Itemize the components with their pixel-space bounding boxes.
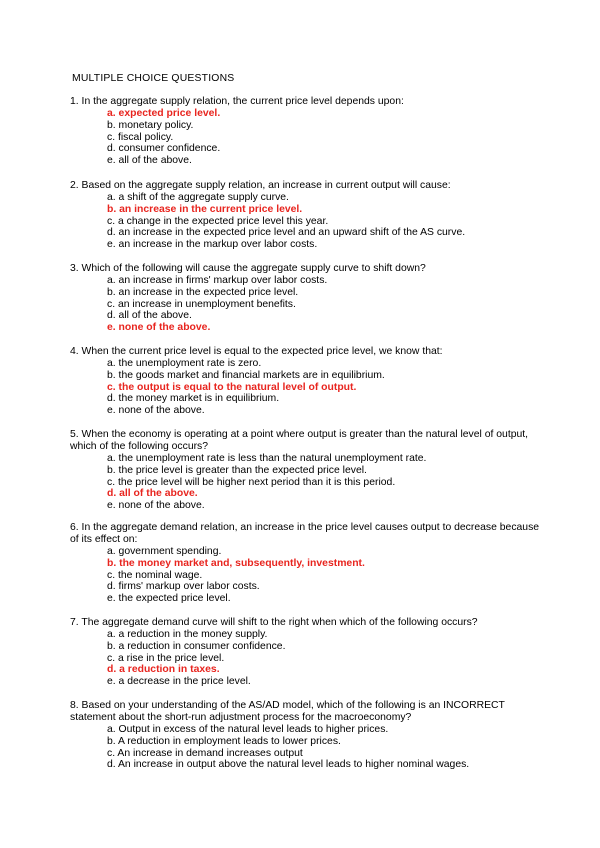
- page-title: MULTIPLE CHOICE QUESTIONS: [72, 73, 235, 84]
- answer-option: d. the money market is in equilibrium.: [107, 393, 280, 405]
- answer-option-correct: d. all of the above.: [107, 488, 198, 500]
- answer-option: b. A reduction in employment leads to lower prices.: [107, 735, 341, 747]
- answer-option: a. government spending.: [107, 546, 222, 557]
- question-6: [70, 522, 540, 605]
- question-7: [70, 617, 540, 688]
- answer-option: e. a decrease in the price level.: [107, 676, 251, 688]
- question-stem: 4. When the current price level is equal to the expected price level, we know that:: [70, 346, 443, 357]
- answer-option: a. an increase in firms' markup over labor costs.: [107, 275, 328, 286]
- answer-option: c. a rise in the price level.: [107, 652, 225, 664]
- answer-option: d. all of the above.: [107, 310, 192, 322]
- answer-option: d. an increase in the expected price level and an upward shift of the AS curve.: [107, 227, 466, 239]
- answer-option: e. an increase in the markup over labor costs.: [107, 239, 318, 251]
- answer-option: e. none of the above.: [107, 500, 205, 512]
- answer-option: c. An increase in demand increases output: [107, 747, 303, 759]
- answer-option-correct: c. the output is equal to the natural level of output.: [107, 381, 357, 393]
- answer-option-correct: d. a reduction in taxes.: [107, 664, 220, 676]
- question-1: [70, 96, 540, 167]
- option-list: [70, 192, 540, 251]
- answer-option: a. the unemployment rate is zero.: [107, 358, 262, 369]
- question-4: [70, 346, 540, 417]
- answer-option: b. a reduction in consumer confidence.: [107, 640, 286, 652]
- question-stem: 1. In the aggregate supply relation, the current price level depends upon:: [70, 96, 404, 107]
- question-stem: 2. Based on the aggregate supply relation, an increase in current output will cause:: [70, 180, 451, 191]
- answer-option: c. the nominal wage.: [107, 569, 203, 581]
- option-list: [70, 453, 540, 512]
- answer-option: e. all of the above.: [107, 155, 192, 167]
- option-list: [70, 629, 540, 688]
- answer-option: a. a shift of the aggregate supply curve.: [107, 192, 289, 203]
- question-stem: 7. The aggregate demand curve will shift to the right when which of the following occurs?: [70, 617, 478, 628]
- answer-option: d. An increase in output above the natural level leads to higher nominal wages.: [107, 759, 470, 771]
- option-list: [70, 724, 540, 771]
- answer-option: c. fiscal policy.: [107, 131, 174, 143]
- answer-option: c. an increase in unemployment benefits.: [107, 298, 296, 310]
- option-list: [70, 546, 540, 605]
- answer-option-correct: a. expected price level.: [107, 108, 221, 119]
- answer-option: d. firms' markup over labor costs.: [107, 581, 260, 593]
- question-stem: 6. In the aggregate demand relation, an increase in the price level causes output to decrease because of its effect on:: [70, 522, 540, 545]
- answer-option: c. the price level will be higher next period than it is this period.: [107, 476, 396, 488]
- answer-option: b. monetary policy.: [107, 119, 194, 131]
- question-stem: 5. When the economy is operating at a point where output is greater than the natural level of output, which of the following occurs?: [70, 429, 529, 452]
- answer-option: e. none of the above.: [107, 405, 205, 417]
- option-list: [70, 358, 540, 417]
- question-stem: 3. Which of the following will cause the aggregate supply curve to shift down?: [70, 263, 426, 274]
- answer-option: b. the goods market and financial markets are in equilibrium.: [107, 369, 385, 381]
- answer-option: a. a reduction in the money supply.: [107, 629, 268, 640]
- answer-option: c. a change in the expected price level this year.: [107, 215, 329, 227]
- answer-option: b. an increase in the expected price level.: [107, 286, 299, 298]
- answer-option-correct: e. none of the above.: [107, 322, 211, 334]
- option-list: [70, 108, 540, 167]
- answer-option-correct: b. an increase in the current price level.: [107, 203, 303, 215]
- question-stem: 8. Based on your understanding of the AS/AD model, which of the following is an INCORRECT statement about the short-run adjustment process for the macroeconomy?: [70, 700, 505, 723]
- question-8: [70, 700, 540, 771]
- answer-option-correct: b. the money market and, subsequently, investment.: [107, 557, 365, 569]
- question-5: [70, 429, 540, 512]
- answer-option: a. the unemployment rate is less than the natural unemployment rate.: [107, 453, 427, 464]
- answer-option: b. the price level is greater than the expected price level.: [107, 464, 367, 476]
- answer-option: e. the expected price level.: [107, 593, 231, 605]
- answer-option: d. consumer confidence.: [107, 143, 221, 155]
- option-list: [70, 275, 540, 334]
- answer-option: a. Output in excess of the natural level leads to higher prices.: [107, 724, 389, 735]
- question-2: [70, 180, 540, 251]
- question-3: [70, 263, 540, 334]
